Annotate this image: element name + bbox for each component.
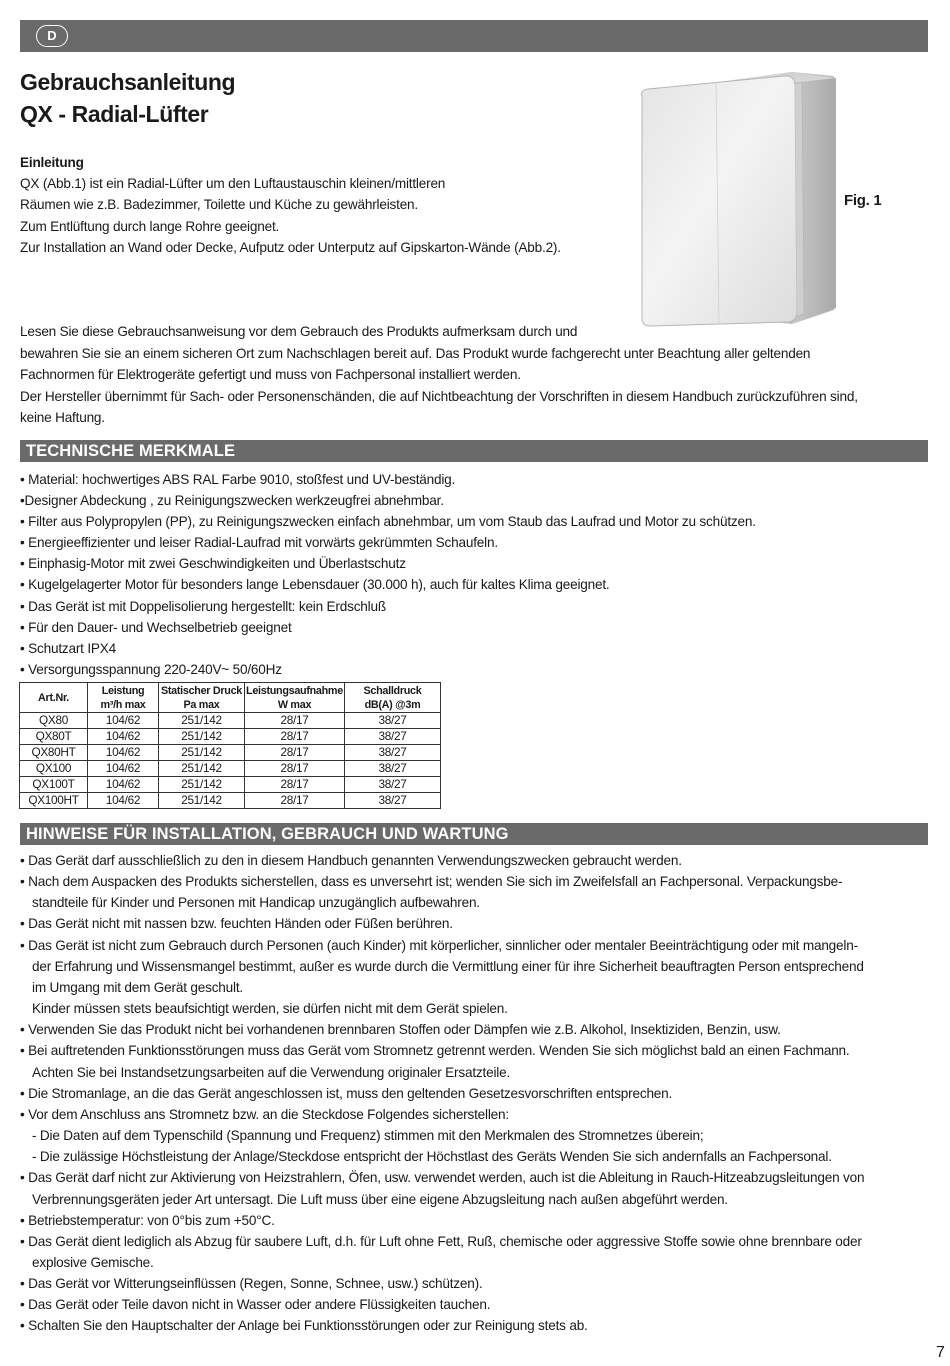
title-line-2: QX - Radial-Lüfter [20, 101, 209, 127]
title-line-1: Gebrauchsanleitung [20, 69, 236, 95]
page-number: 7 [936, 1344, 945, 1361]
column-header-airflow: Leistung m³/h max [88, 683, 159, 713]
table-row [20, 777, 441, 793]
language-header-bar [20, 20, 928, 52]
column-header-pressure: Statischer Druck Pa max [159, 683, 245, 713]
cell-airflow: 104/62 [88, 713, 159, 729]
figure-label: Fig. 1 [844, 192, 882, 209]
product-fan-image [624, 62, 852, 334]
cell-article: QX100HT [20, 793, 88, 809]
cell-pressure: 251/142 [159, 777, 245, 793]
language-badge: D [36, 25, 68, 47]
column-header-power: Leistungsaufnahme W max [246, 684, 343, 711]
table-row [20, 793, 441, 809]
cell-airflow: 104/62 [88, 745, 159, 761]
cell-pressure: 251/142 [159, 713, 245, 729]
cell-sound: 38/27 [345, 729, 441, 745]
instruction-item: • Das Gerät darf ausschließlich zu den in diesem Handbuch genannten Verwendungszwecken gebraucht werden. [20, 853, 682, 868]
cell-airflow: 104/62 [88, 729, 159, 745]
safety-notice [20, 321, 932, 429]
notice-line: Der Hersteller übernimmt für Sach- oder Personenschänden, die auf Nichtbeachtung der Vorschriften in diesem Handbuch zurückzuführen sind, [20, 388, 858, 404]
notice-line: Lesen Sie diese Gebrauchsanweisung vor dem Gebrauch des Produkts aufmerksam durch und [20, 324, 578, 339]
cell-pressure: 251/142 [159, 745, 245, 761]
instruction-item: • Das Gerät dient lediglich als Abzug für saubere Luft, d.h. für Luft ohne Fett, Ruß, chemische oder aggressive Stoffe sowie ohne brennbare oder [20, 1233, 862, 1249]
cell-power: 28/17 [245, 777, 345, 793]
cell-airflow: 104/62 [88, 793, 159, 809]
cell-pressure: 251/142 [159, 729, 245, 745]
notice-line: keine Haftung. [20, 410, 105, 425]
cell-sound: 38/27 [345, 761, 441, 777]
section-heading-installation: HINWEISE FÜR INSTALLATION, GEBRAUCH UND WARTUNG [20, 823, 928, 845]
cell-power: 28/17 [245, 729, 345, 745]
feature-item: • Energieeffizienter und leiser Radial-Laufrad mit vorwärts gekrümmten Schaufeln. [20, 535, 498, 551]
instruction-item: • Verwenden Sie das Produkt nicht bei vorhandenen brennbaren Stoffen oder Dämpfen wie z.B. Alkohol, Insektiziden, Benzin, usw. [20, 1022, 781, 1038]
cell-airflow: 104/62 [88, 761, 159, 777]
intro-heading: Einleitung [20, 155, 84, 170]
table-row [20, 745, 441, 761]
cell-pressure: 251/142 [159, 793, 245, 809]
intro-section [20, 152, 620, 258]
instruction-continuation: explosive Gemische. [32, 1254, 154, 1270]
instruction-continuation: im Umgang mit dem Gerät geschult. [32, 979, 243, 995]
feature-item: • Schutzart IPX4 [20, 640, 117, 656]
feature-item: •Designer Abdeckung , zu Reinigungszwecken werkzeugfrei abnehmbar. [20, 493, 444, 509]
cell-sound: 38/27 [345, 777, 441, 793]
feature-item: • Für den Dauer- und Wechselbetrieb geeignet [20, 619, 292, 635]
intro-line: Zum Entlüftung durch lange Rohre geeignet. [20, 218, 280, 234]
feature-item: • Kugelgelagerter Motor für besonders lange Lebensdauer (30.000 h), auch für kaltes Klima geeignet. [20, 577, 610, 593]
instruction-item: • Das Gerät ist nicht zum Gebrauch durch Personen (auch Kinder) mit körperlicher, sinnlicher oder mentaler Beeinträchtigung oder mit mangeln- [20, 937, 858, 953]
instruction-continuation: der Erfahrung und Wissensmangel bestimmt, außer es wurde durch die Vermittlung einer für ihre Sicherheit beauftragten Person entsprechend [32, 958, 864, 974]
notice-line: Fachnormen für Elektrogeräte gefertigt und muss von Fachpersonal installiert werden. [20, 367, 521, 382]
feature-item: • Material: hochwertiges ABS RAL Farbe 9010, stoßfest und UV-beständig. [20, 472, 456, 487]
instruction-item: • Das Gerät oder Teile davon nicht in Wasser oder andere Flüssigkeiten tauchen. [20, 1297, 491, 1313]
feature-item: • Einphasig-Motor mit zwei Geschwindigkeiten und Überlastschutz [20, 556, 406, 572]
instruction-item: • Das Gerät darf nicht zur Aktivierung von Heizstrahlern, Öfen, usw. verwendet werden, auch ist die Ableitung in Rauch-Hitzeabzugsleitungen von [20, 1170, 865, 1186]
cell-article: QX80T [20, 729, 88, 745]
intro-line: Zur Installation an Wand oder Decke, Aufputz oder Unterputz auf Gipskarton-Wände (Abb.2). [20, 239, 561, 255]
feature-item: • Versorgungsspannung 220-240V~ 50/60Hz [20, 661, 282, 677]
cell-power: 28/17 [245, 713, 345, 729]
instruction-item: • Betriebstemperatur: von 0°bis zum +50°C. [20, 1212, 275, 1228]
instruction-item: • Das Gerät nicht mit nassen bzw. feuchten Händen oder Füßen berühren. [20, 916, 453, 932]
intro-line: Räumen wie z.B. Badezimmer, Toilette und Küche zu gewährleisten. [20, 197, 418, 213]
table-row [20, 713, 441, 729]
cell-sound: 38/27 [345, 713, 441, 729]
document-title [20, 66, 235, 130]
column-header-sound: Schalldruck dB(A) @3m [345, 683, 441, 713]
instruction-item: • Nach dem Auspacken des Produkts sicherstellen, dass es unversehrt ist; wenden Sie sich im Zweifelsfall an Fachpersonal. Verpackungsbe- [20, 874, 843, 890]
section-heading-technical: TECHNISCHE MERKMALE [20, 440, 928, 462]
instruction-continuation: Verbrennungsgeräten jeder Art untersagt. Die Luft muss über eine eigene Abzugsleitung nach außen abgeführt werden. [32, 1191, 728, 1207]
cell-pressure: 251/142 [159, 761, 245, 777]
feature-list [20, 469, 920, 680]
instruction-item: • Bei auftretenden Funktionsstörungen muss das Gerät vom Stromnetz getrennt werden. Wenden Sie sich möglichst bald an einen Fachmann. [20, 1043, 850, 1059]
column-header-article: Art.Nr. [20, 683, 88, 713]
instruction-continuation: Achten Sie bei Instandsetzungsarbeiten auf die Verwendung originaler Ersatzteile. [32, 1064, 511, 1080]
specification-table [19, 682, 441, 809]
feature-item: • Das Gerät ist mit Doppelisolierung hergestellt: kein Erdschluß [20, 598, 386, 614]
instruction-item: • Vor dem Anschluss ans Stromnetz bzw. an die Steckdose Folgendes sicherstellen: [20, 1106, 509, 1122]
feature-item: • Filter aus Polypropylen (PP), zu Reinigungszwecken einfach abnehmbar, um vom Staub das Laufrad und Motor zu schützen. [20, 514, 756, 530]
instruction-item: • Schalten Sie den Hauptschalter der Anlage bei Funktionsstörungen oder zur Reinigung stets ab. [20, 1318, 588, 1334]
instruction-continuation: - Die Daten auf dem Typenschild (Spannung und Frequenz) stimmen mit den Merkmalen des Stromnetzes überein; [32, 1128, 704, 1144]
instruction-item: • Die Stromanlage, an die das Gerät angeschlossen ist, muss den geltenden Gesetzesvorschriften entsprechen. [20, 1085, 673, 1101]
cell-sound: 38/27 [345, 745, 441, 761]
cell-article: QX80 [20, 713, 88, 729]
table-header-row [20, 683, 441, 713]
cell-power: 28/17 [245, 745, 345, 761]
instruction-continuation: standteile für Kinder und Personen mit Handicap unzugänglich aufbewahren. [32, 895, 480, 911]
table-row [20, 761, 441, 777]
cell-airflow: 104/62 [88, 777, 159, 793]
instruction-continuation: - Die zulässige Höchstleistung der Anlage/Steckdose entspricht der Höchstlast des Geräts Wenden Sie sich andernfalls an Fachpersonal. [32, 1149, 832, 1165]
instruction-item: • Das Gerät vor Witterungseinflüssen (Regen, Sonne, Schnee, usw.) schützen). [20, 1276, 483, 1292]
cell-article: QX100 [20, 761, 88, 777]
instruction-continuation: Kinder müssen stets beaufsichtigt werden, sie dürfen nicht mit dem Gerät spielen. [32, 1001, 508, 1017]
table-row [20, 729, 441, 745]
cell-article: QX80HT [20, 745, 88, 761]
notice-line: bewahren Sie sie an einem sicheren Ort zum Nachschlagen bereit auf. Das Produkt wurde fachgerecht unter Beachtung aller geltenden [20, 345, 811, 361]
cell-power: 28/17 [245, 793, 345, 809]
cell-article: QX100T [20, 777, 88, 793]
cell-sound: 38/27 [345, 793, 441, 809]
installation-list [20, 850, 935, 1337]
intro-line: QX (Abb.1) ist ein Radial-Lüfter um den Luftaustauschin kleinen/mittleren [20, 176, 446, 192]
cell-power: 28/17 [245, 761, 345, 777]
